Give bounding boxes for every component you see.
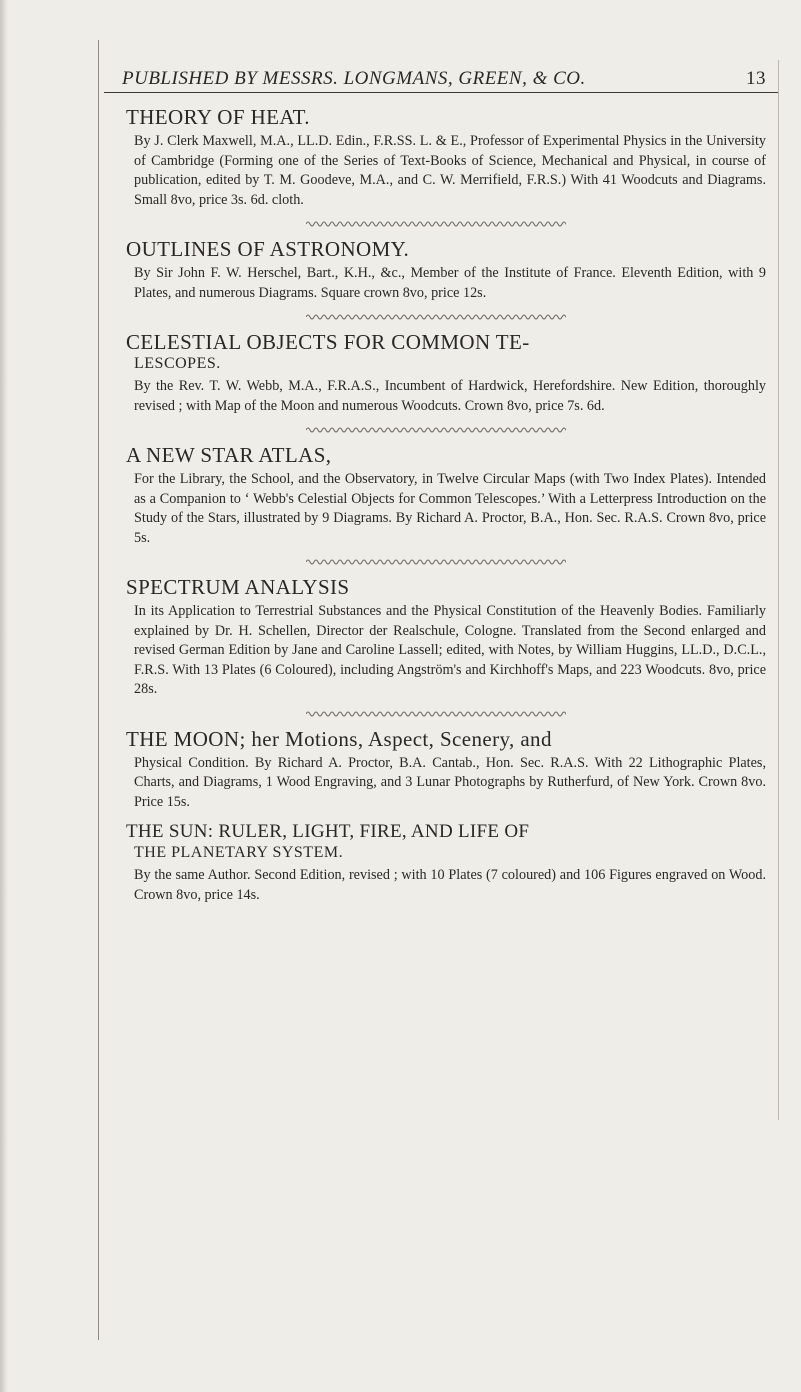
- wavy-separator: [126, 416, 766, 442]
- page-gutter-shadow: [0, 0, 8, 1392]
- wavy-rule-icon: [306, 710, 566, 718]
- entry-title-head: THE MOON;: [126, 726, 246, 751]
- entry-title-continued: LESCOPES.: [134, 355, 221, 372]
- entry-celestial-objects: [126, 329, 766, 416]
- entry-title: A NEW STAR ATLAS,: [126, 443, 332, 467]
- left-margin-rule: [98, 40, 99, 1340]
- page-header: [104, 64, 780, 94]
- header-rule: [104, 92, 778, 93]
- entry-the-moon: [126, 726, 766, 813]
- entry-body: By the Rev. T. W. Webb, M.A., F.R.A.S., Incumbent of Hardwick, Herefordshire. New Edition, thoroughly revised ; with Map of the Moon and numerous Woodcuts. Crown 8vo, price 7s. 6d.: [134, 378, 766, 414]
- entry-body: Physical Condition. By Richard A. Proctor, B.A. Cantab., Hon. Sec. R.A.S. With 22 Lithographic Plates, Charts, and Diagrams, 1 Wood Engraving, and 3 Lunar Photographs by Rutherfurd, of New York. Crown 8vo. Price 15s.: [134, 754, 766, 810]
- entry-title: SPECTRUM ANALYSIS: [126, 575, 350, 599]
- page-number: 13: [746, 68, 766, 89]
- wavy-rule-icon: [306, 313, 566, 321]
- entry-title-continued: THE PLANETARY SYSTEM.: [134, 844, 344, 861]
- entry-body: For the Library, the School, and the Observatory, in Twelve Circular Maps (with Two Index Plates). Intended as a Companion to ‘ Webb's Celestial Objects for Common Telescopes.’ With a Letterpress Introduction on the Study of the Stars, illustrated by 9 Diagrams. By Richard A. Proctor, B.A., Hon. Sec. R.A.S. Crown 8vo, price 5s.: [134, 471, 766, 546]
- wavy-rule-icon: [306, 426, 566, 434]
- wavy-separator: [126, 210, 766, 236]
- entry-new-star-atlas: [126, 442, 766, 548]
- entry-spectrum-analysis: [126, 574, 766, 700]
- entry-title: OUTLINES OF ASTRONOMY.: [126, 237, 410, 261]
- entry-theory-of-heat: [126, 104, 766, 210]
- wavy-separator: [126, 303, 766, 329]
- entry-the-sun: [126, 820, 766, 905]
- running-title: PUBLISHED BY MESSRS. LONGMANS, GREEN, & CO.: [122, 68, 586, 89]
- right-margin-rule: [778, 60, 779, 1120]
- entry-body: By the same Author. Second Edition, revised ; with 10 Plates (7 coloured) and 106 Figures engraved on Wood. Crown 8vo, price 14s.: [134, 867, 766, 903]
- catalogue-listing: [126, 104, 766, 905]
- wavy-separator: [126, 548, 766, 574]
- wavy-separator: [126, 700, 766, 726]
- entry-title: CELESTIAL OBJECTS FOR COMMON TE-: [126, 330, 530, 354]
- wavy-rule-icon: [306, 558, 566, 566]
- entry-title-rest: her Motions, Aspect, Scenery, and: [245, 726, 552, 751]
- entry-title: [126, 726, 766, 752]
- entry-outlines-of-astronomy: [126, 236, 766, 303]
- wavy-rule-icon: [306, 220, 566, 228]
- entry-body: By J. Clerk Maxwell, M.A., LL.D. Edin., F.R.SS. L. & E., Professor of Experimental Physics in the University of Cambridge (Forming one of the Series of Text-Books of Science, Mechanical and Physical, in course of publication, edited by T. M. Goodeve, M.A., and C. W. Merrifield, F.R.S.) With 41 Woodcuts and Diagrams. Small 8vo, price 3s. 6d. cloth.: [134, 133, 766, 208]
- entry-body: In its Application to Terrestrial Substances and the Physical Constitution of the Heavenly Bodies. Familiarly explained by Dr. H. Schellen, Director der Realschule, Cologne. Translated from the Second enlarged and revised German Edition by Jane and Caroline Lassell; edited, with Notes, by William Huggins, LL.D., D.C.L., F.R.S. With 13 Plates (6 Coloured), including Angström's and Kirchhoff's Maps, and 223 Woodcuts. 8vo, price 28s.: [134, 603, 766, 697]
- entry-body: By Sir John F. W. Herschel, Bart., K.H., &c., Member of the Institute of France. Eleventh Edition, with 9 Plates, and numerous Diagrams. Square crown 8vo, price 12s.: [134, 265, 766, 301]
- entry-title: THE SUN: RULER, LIGHT, FIRE, AND LIFE OF: [126, 821, 530, 842]
- entry-title: THEORY OF HEAT.: [126, 105, 310, 129]
